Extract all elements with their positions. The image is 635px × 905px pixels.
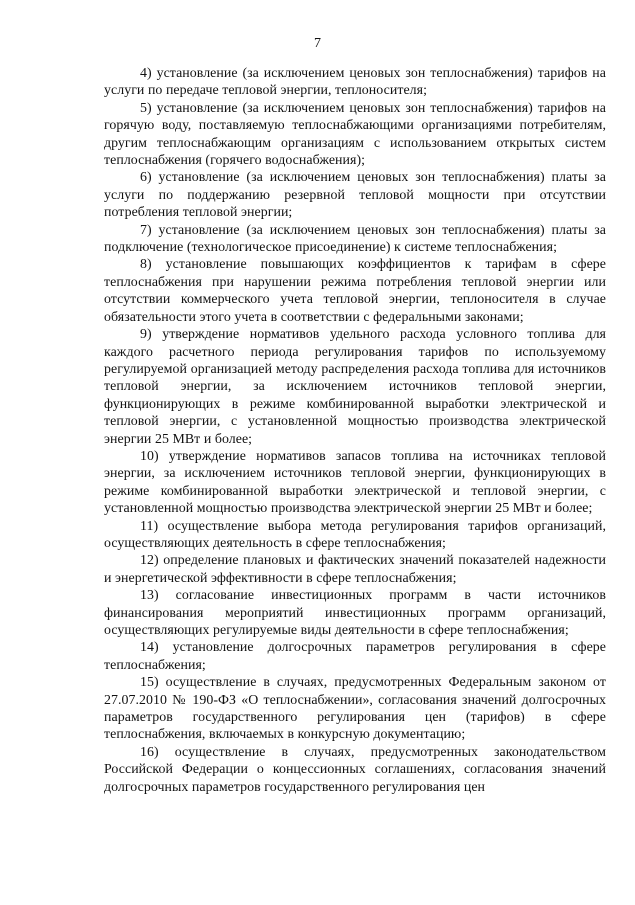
paragraph-item-8: 8) установление повышающих коэффициентов к тарифам в сфере теплоснабжения при нарушении режима потребления тепловой энергии или отсутствии коммерческого учета тепловой энергии, теплоносителя в случае обязательности этого учета в соответствии с федеральными законами; <box>104 257 606 325</box>
paragraph-item-9: 9) утверждение нормативов удельного расхода условного топлива для каждого расчетного периода регулирования тарифов по используемому регулируемой организацией методу распределения расхода топлива для источников тепловой энергии, за исключением источников тепловой энергии, функционирующих в режиме комбинированной выработки электрической и тепловой энергии, с установленной мощностью производства электрической энергии 25 МВт и более; <box>104 327 606 447</box>
paragraph-item-5: 5) установление (за исключением ценовых зон теплоснабжения) тарифов на горячую воду, поставляемую теплоснабжающими организациями потребителям, другим теплоснабжающим организациям с использованием открытых систем теплоснабжения (горячего водоснабжения); <box>104 100 606 169</box>
paragraph-item-14: 14) установление долгосрочных параметров регулирования в сфере теплоснабжения; <box>104 640 606 673</box>
paragraph-item-10: 10) утверждение нормативов запасов топлива на источниках тепловой энергии, за исключением источников тепловой энергии, функционирующих в режиме комбинированной выработки электрической и тепловой энергии, с установленной мощностью производства электрической энергии 25 МВт и более; <box>104 448 606 517</box>
page-number: 7 <box>314 36 321 51</box>
paragraph-item-4: 4) установление (за исключением ценовых зон теплоснабжения) тарифов на услуги по передаче тепловой энергии, теплоносителя; <box>104 66 606 99</box>
paragraph-item-16: 16) осуществление в случаях, предусмотренных законодательством Российской Федерации о концессионных соглашениях, согласования значений долгосрочных параметров государственного регулирования цен <box>104 744 606 795</box>
paragraph-item-13: 13) согласование инвестиционных программ в части источников финансирования мероприятий инвестиционных программ организаций, осуществляющих регулируемые виды деятельности в сфере теплоснабжения; <box>104 588 606 638</box>
document-body <box>104 65 606 796</box>
paragraph-item-11: 11) осуществление выбора метода регулирования тарифов организаций, осуществляющих деятельность в сфере теплоснабжения; <box>104 518 606 551</box>
paragraph-item-7: 7) установление (за исключением ценовых зон теплоснабжения) платы за подключение (технологическое присоединение) к системе теплоснабжения; <box>104 222 606 256</box>
paragraph-item-15: 15) осуществление в случаях, предусмотренных Федеральным законом от 27.07.2010 № 190-ФЗ «О теплоснабжении», согласования значений долгосрочных параметров государственного регулирования цен (тарифов) в сфере теплоснабжения, включаемых в конкурсную документацию; <box>104 675 606 743</box>
paragraph-item-6: 6) установление (за исключением ценовых зон теплоснабжения) платы за услуги по поддержанию резервной тепловой мощности при отсутствии потребления тепловой энергии; <box>104 170 606 221</box>
paragraph-item-12: 12) определение плановых и фактических значений показателей надежности и энергетической эффективности в сфере теплоснабжения; <box>104 553 606 586</box>
